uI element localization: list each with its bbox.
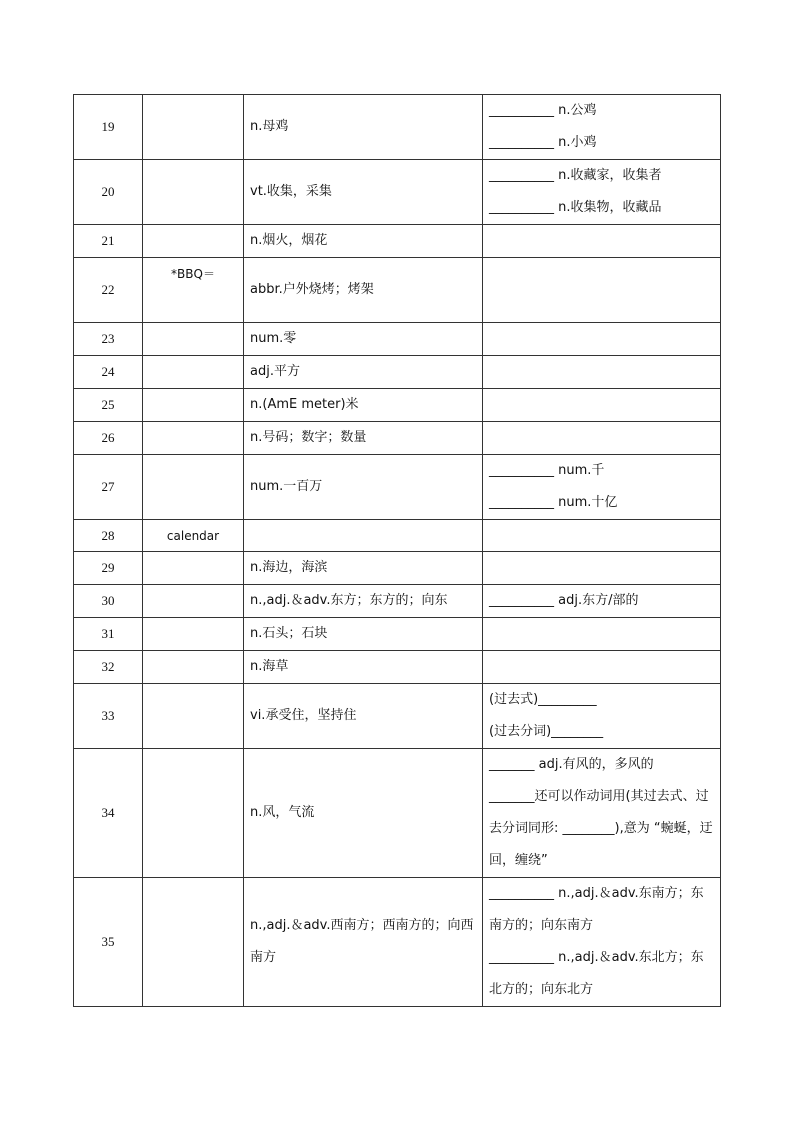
- row-number: 32: [74, 651, 143, 684]
- word-cell[interactable]: [143, 225, 244, 258]
- word-cell: *BBQ＝: [143, 258, 244, 323]
- row-number: 27: [74, 455, 143, 520]
- row-number: 33: [74, 684, 143, 749]
- meaning-cell: [244, 651, 483, 684]
- meaning-text: n.海边，海滨: [250, 560, 328, 575]
- row-number: 25: [74, 389, 143, 422]
- extension-cell: [483, 651, 721, 684]
- word-cell[interactable]: [143, 455, 244, 520]
- meaning-cell: [244, 878, 483, 1007]
- meaning-cell: [244, 258, 483, 323]
- word-cell[interactable]: [143, 160, 244, 225]
- extension-cell: [483, 585, 721, 618]
- meaning-text: n.,adj.＆adv.东方；东方的；向东: [250, 593, 448, 608]
- table-row: [74, 878, 721, 1007]
- word-cell[interactable]: [143, 618, 244, 651]
- table-row: [74, 552, 721, 585]
- meaning-cell: [244, 95, 483, 160]
- row-number: 22: [74, 258, 143, 323]
- meaning-text: n.母鸡: [250, 119, 289, 134]
- row-number: 29: [74, 552, 143, 585]
- extension-cell: [483, 749, 721, 878]
- extension-cell: [483, 422, 721, 455]
- word-cell[interactable]: [143, 323, 244, 356]
- word-cell[interactable]: [143, 684, 244, 749]
- meaning-cell: [244, 160, 483, 225]
- meaning-cell: [244, 422, 483, 455]
- meaning-cell: [244, 389, 483, 422]
- word-cell[interactable]: [143, 749, 244, 878]
- extension-cell: [483, 455, 721, 520]
- meaning-text: n.风，气流: [250, 805, 315, 820]
- extension-cell: [483, 389, 721, 422]
- row-number: 24: [74, 356, 143, 389]
- table-row: [74, 160, 721, 225]
- meaning-text: n.号码；数字；数量: [250, 430, 367, 445]
- meaning-text: vi.承受住，坚持住: [250, 708, 357, 723]
- word-cell[interactable]: [143, 422, 244, 455]
- table-row: [74, 258, 721, 323]
- derived-word-line[interactable]: __________ n.,adj.＆adv.东北方；东北方的；向东北方: [489, 950, 704, 997]
- extension-cell: [483, 684, 721, 749]
- extension-cell: [483, 95, 721, 160]
- row-number: 19: [74, 95, 143, 160]
- vocabulary-table: [73, 94, 721, 1007]
- row-number: 35: [74, 878, 143, 1007]
- table-row: [74, 455, 721, 520]
- word-cell[interactable]: [143, 651, 244, 684]
- derived-word-line[interactable]: __________ num.十亿: [489, 495, 618, 510]
- extension-cell: [483, 323, 721, 356]
- meaning-text: adj.平方: [250, 364, 300, 379]
- derived-word-line[interactable]: __________ n.公鸡: [489, 103, 597, 118]
- table-row: [74, 225, 721, 258]
- row-number: 30: [74, 585, 143, 618]
- extension-cell: [483, 225, 721, 258]
- meaning-cell: [244, 323, 483, 356]
- meaning-cell: [244, 356, 483, 389]
- word-cell[interactable]: [143, 95, 244, 160]
- table-row: [74, 95, 721, 160]
- derived-word-line[interactable]: (过去式)_________: [489, 692, 597, 707]
- meaning-text: num.一百万: [250, 479, 323, 494]
- row-number: 28: [74, 520, 143, 552]
- word-cell[interactable]: [143, 585, 244, 618]
- word-cell[interactable]: [143, 389, 244, 422]
- table-row: [74, 389, 721, 422]
- derived-word-line[interactable]: __________ num.千: [489, 463, 605, 478]
- row-number: 21: [74, 225, 143, 258]
- table-row: [74, 323, 721, 356]
- derived-word-line[interactable]: _______还可以作动词用(其过去式、过去分词同形: ________),意为 “蜿蜒，迂回，缠绕”: [489, 789, 713, 868]
- row-number: 34: [74, 749, 143, 878]
- extension-cell: [483, 258, 721, 323]
- table-row: [74, 651, 721, 684]
- row-number: 23: [74, 323, 143, 356]
- row-number: 20: [74, 160, 143, 225]
- derived-word-line[interactable]: __________ n.,adj.＆adv.东南方；东南方的；向东南方: [489, 886, 704, 933]
- row-number: 31: [74, 618, 143, 651]
- meaning-cell: [244, 585, 483, 618]
- derived-word-line[interactable]: __________ adj.东方/部的: [489, 593, 639, 608]
- word-cell[interactable]: [143, 878, 244, 1007]
- meaning-text: n.石头；石块: [250, 626, 328, 641]
- table-row: [74, 520, 721, 552]
- meaning-text: vt.收集，采集: [250, 184, 332, 199]
- derived-word-line[interactable]: __________ n.收藏家，收集者: [489, 168, 662, 183]
- meaning-cell: [244, 618, 483, 651]
- table-row: [74, 585, 721, 618]
- vocabulary-table-body: [74, 95, 721, 1007]
- derived-word-line[interactable]: (过去分词)________: [489, 724, 604, 739]
- meaning-text: n.烟火，烟花: [250, 233, 328, 248]
- table-row: [74, 749, 721, 878]
- extension-cell: [483, 878, 721, 1007]
- word-cell[interactable]: [143, 552, 244, 585]
- extension-cell: [483, 618, 721, 651]
- meaning-text: abbr.户外烧烤；烤架: [250, 282, 374, 297]
- meaning-text: num.零: [250, 331, 297, 346]
- table-row: [74, 422, 721, 455]
- word-cell: calendar: [143, 520, 244, 552]
- table-row: [74, 618, 721, 651]
- table-row: [74, 684, 721, 749]
- meaning-cell: [244, 455, 483, 520]
- meaning-cell: [244, 520, 483, 552]
- meaning-cell: [244, 225, 483, 258]
- meaning-cell: [244, 552, 483, 585]
- meaning-text: n.,adj.＆adv.西南方；西南方的；向西南方: [250, 918, 474, 965]
- table-row: [74, 356, 721, 389]
- derived-word-line[interactable]: _______ adj.有风的，多风的: [489, 757, 654, 772]
- extension-cell: [483, 160, 721, 225]
- word-cell[interactable]: [143, 356, 244, 389]
- extension-cell: [483, 356, 721, 389]
- row-number: 26: [74, 422, 143, 455]
- extension-cell: [483, 520, 721, 552]
- meaning-cell: [244, 749, 483, 878]
- meaning-text: n.(AmE meter)米: [250, 397, 359, 412]
- derived-word-line[interactable]: __________ n.收集物，收藏品: [489, 200, 662, 215]
- meaning-cell: [244, 684, 483, 749]
- derived-word-line[interactable]: __________ n.小鸡: [489, 135, 597, 150]
- extension-cell: [483, 552, 721, 585]
- meaning-text: n.海草: [250, 659, 289, 674]
